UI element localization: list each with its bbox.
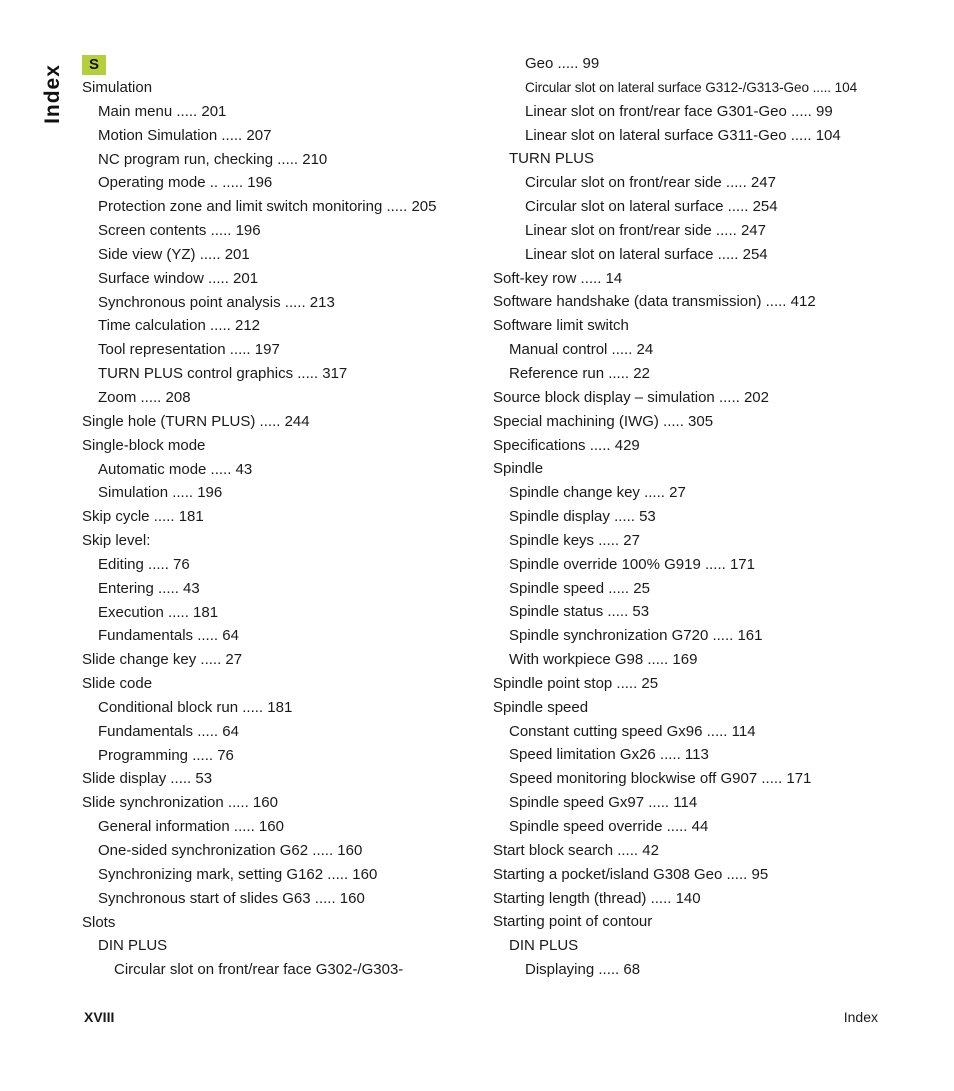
index-entry: Start block search ..... 42 xyxy=(493,841,659,859)
right-entries-list xyxy=(493,52,913,982)
index-entry: NC program run, checking ..... 210 xyxy=(98,150,328,168)
index-entry: Slide code xyxy=(82,675,153,693)
section-letter-row xyxy=(82,52,487,76)
index-entry: Circular slot on lateral surface G312-/G313-Geo ..... 104 xyxy=(525,79,858,95)
index-entry: Synchronous start of slides G63 ..... 160 xyxy=(98,889,365,907)
side-section-title-text: Index xyxy=(41,64,65,124)
index-entry: DIN PLUS xyxy=(98,937,168,955)
index-entry: Spindle display ..... 53 xyxy=(509,508,656,526)
index-entry: Conditional block run ..... 181 xyxy=(98,698,293,716)
index-entry: Simulation xyxy=(82,79,153,96)
index-entry: Operating mode .. ..... 196 xyxy=(98,174,273,192)
index-entry: Entering ..... 43 xyxy=(98,579,200,597)
index-entry: Special machining (IWG) ..... 305 xyxy=(493,412,714,430)
index-entry: Starting point of contour xyxy=(493,913,653,931)
index-entry: Skip level: xyxy=(82,532,151,550)
index-entry: Spindle speed ..... 25 xyxy=(509,579,650,597)
left-entries-list xyxy=(82,76,487,982)
index-entry: Software handshake (data transmission) ..... 412 xyxy=(493,293,816,311)
index-entry: Slots xyxy=(82,913,116,931)
index-entry: Spindle speed Gx97 ..... 114 xyxy=(509,794,698,812)
index-entry: Spindle synchronization G720 ..... 161 xyxy=(509,627,763,645)
index-entry: Software limit switch xyxy=(493,317,629,335)
index-column-left xyxy=(82,52,487,982)
index-entry: Synchronizing mark, setting G162 ..... 160 xyxy=(98,865,378,883)
index-entry: Synchronous point analysis ..... 213 xyxy=(98,293,335,311)
index-entry: Fundamentals ..... 64 xyxy=(98,722,239,740)
index-entry: Reference run ..... 22 xyxy=(509,364,650,382)
index-entry: Manual control ..... 24 xyxy=(509,341,654,359)
index-entry: Linear slot on front/rear side ..... 247 xyxy=(525,221,766,239)
index-entry: Linear slot on lateral surface G311-Geo ..... 104 xyxy=(525,126,841,144)
index-entry: Source block display – simulation ..... 202 xyxy=(493,388,769,406)
index-entry: Spindle keys ..... 27 xyxy=(509,531,640,549)
index-entry: Circular slot on front/rear side ..... 247 xyxy=(525,174,776,192)
index-entry: Single hole (TURN PLUS) ..... 244 xyxy=(82,412,310,430)
index-entry: Starting a pocket/island G308 Geo ..... 95 xyxy=(493,865,769,883)
index-entry: Spindle point stop ..... 25 xyxy=(493,674,659,692)
index-entry: TURN PLUS xyxy=(509,150,595,168)
index-entry: DIN PLUS xyxy=(509,937,579,955)
index-entry: Starting length (thread) ..... 140 xyxy=(493,889,701,907)
index-entry: Spindle change key ..... 27 xyxy=(509,484,686,502)
index-entry: Circular slot on front/rear face G302-/G303- xyxy=(114,961,404,979)
index-entry: Spindle speed xyxy=(493,698,589,716)
footer-section-label: Index xyxy=(843,1009,878,1025)
index-entry: Time calculation ..... 212 xyxy=(98,317,261,335)
index-entry: Protection zone and limit switch monitoring ..... 205 xyxy=(98,198,437,216)
index-entry: Side view (YZ) ..... 201 xyxy=(98,245,250,263)
index-entry: Spindle speed override ..... 44 xyxy=(509,818,709,835)
page-number: XVIII xyxy=(84,1009,115,1025)
index-entry: Screen contents ..... 196 xyxy=(98,222,261,240)
index-entry: With workpiece G98 ..... 169 xyxy=(509,651,698,669)
index-entry: TURN PLUS control graphics ..... 317 xyxy=(98,365,348,383)
index-entry: Spindle xyxy=(493,460,544,478)
index-entry: Speed monitoring blockwise off G907 ..... 171 xyxy=(509,770,812,788)
index-entry: Geo ..... 99 xyxy=(525,55,600,72)
index-entry: Programming ..... 76 xyxy=(98,746,234,764)
index-entry: Slide display ..... 53 xyxy=(82,770,213,788)
index-entry: Execution ..... 181 xyxy=(98,603,219,621)
index-entry: General information ..... 160 xyxy=(98,818,284,836)
index-entry: Editing ..... 76 xyxy=(98,555,190,573)
index-entry: Spindle override 100% G919 ..... 171 xyxy=(509,555,755,573)
index-entry: Motion Simulation ..... 207 xyxy=(98,126,272,144)
side-section-title xyxy=(40,62,66,126)
index-entry: Fundamentals ..... 64 xyxy=(98,627,239,645)
index-entry: Circular slot on lateral surface ..... 254 xyxy=(525,198,778,216)
index-entry: Spindle status ..... 53 xyxy=(509,603,650,621)
index-entry: Simulation ..... 196 xyxy=(98,484,223,502)
index-entry: Soft-key row ..... 14 xyxy=(493,269,623,287)
index-entry: Displaying ..... 68 xyxy=(525,961,641,979)
index-entry: Automatic mode ..... 43 xyxy=(98,460,253,478)
index-entry: One-sided synchronization G62 ..... 160 xyxy=(98,842,363,859)
index-entry: Single-block mode xyxy=(82,436,206,454)
index-entry: Slide synchronization ..... 160 xyxy=(82,794,278,812)
index-entry: Skip cycle ..... 181 xyxy=(82,508,204,526)
index-entry: Linear slot on lateral surface ..... 254 xyxy=(525,245,768,263)
index-entry: Slide change key ..... 27 xyxy=(82,651,243,669)
index-entry: Zoom ..... 208 xyxy=(98,388,191,406)
index-entry: Tool representation ..... 197 xyxy=(98,341,280,359)
index-entry: Linear slot on front/rear face G301-Geo ..... 99 xyxy=(525,102,833,120)
index-entry: Speed limitation Gx26 ..... 113 xyxy=(509,746,709,764)
index-entry: Surface window ..... 201 xyxy=(98,269,259,287)
index-entry: Specifications ..... 429 xyxy=(493,436,640,454)
index-entry: Constant cutting speed Gx96 ..... 114 xyxy=(509,722,756,740)
index-column-right xyxy=(493,52,913,982)
section-letter-badge: S xyxy=(82,55,106,75)
index-entry: Main menu ..... 201 xyxy=(98,102,227,120)
